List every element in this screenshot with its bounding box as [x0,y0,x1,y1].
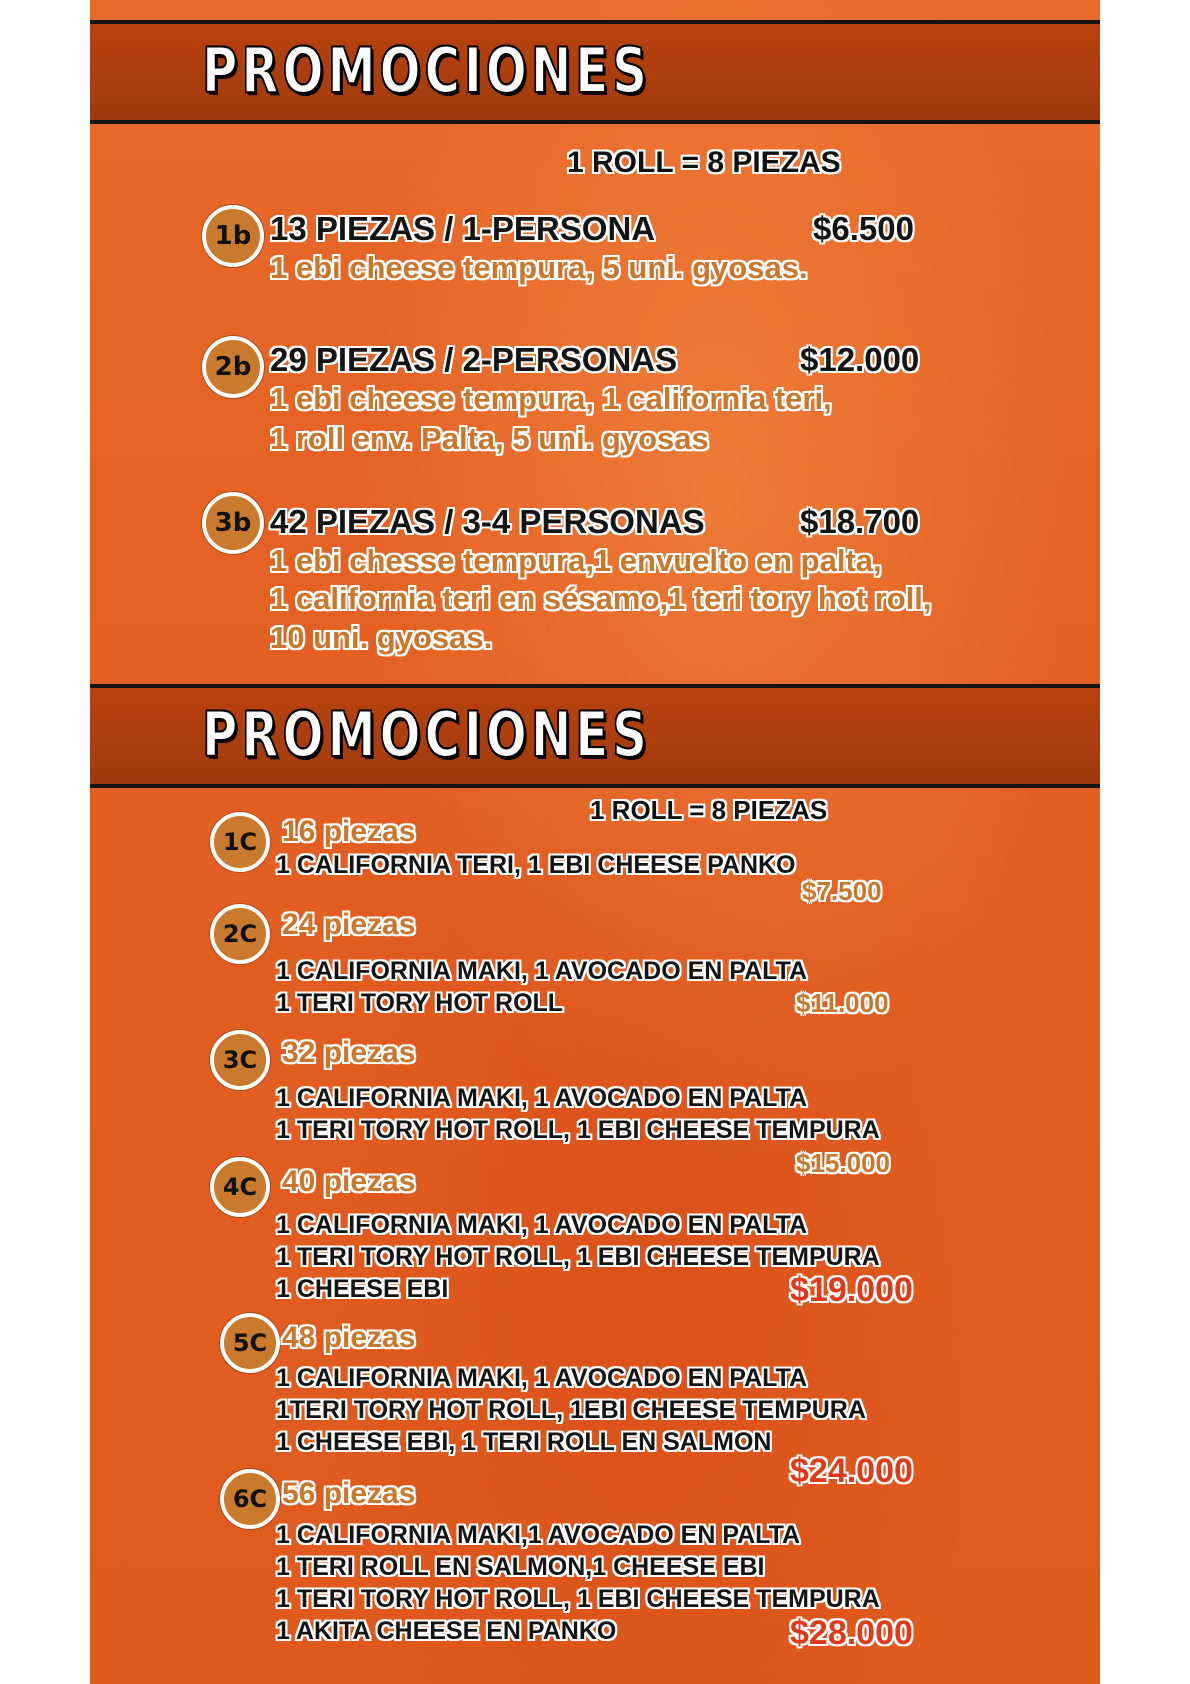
promo-description-line: 1 CALIFORNIA MAKI, 1 AVOCADO EN PALTA [276,1084,808,1112]
promo-title: 29 PIEZAS / 2-PERSONAS [270,341,678,378]
promo-price: $19.000 [790,1271,913,1309]
promo-title: 48 piezas [282,1321,416,1354]
promo-description-line: 1 TERI TORY HOT ROLL, 1 EBI CHEESE TEMPURA [276,1585,880,1613]
promo-description-line: 1 ebi cheese tempura, 1 california teri, [270,381,832,416]
section-title: PROMOCIONES [202,34,651,107]
promo-description-line: 1 TERI TORY HOT ROLL, 1 EBI CHEESE TEMPURA [276,1116,880,1144]
promo-description-line: 1 CHEESE EBI, 1 TERI ROLL EN SALMON [276,1428,772,1456]
promo-description-line: 1 ebi chesse tempura,1 envuelto en palta, [270,543,882,578]
promo-code-badge: 3b [202,492,264,554]
promo-code-badge: 2b [202,336,264,398]
promo-price: $18.700 [800,503,920,540]
promo-title: 24 piezas [282,908,416,941]
promo-code-badge: 1b [202,205,264,267]
promo-code-badge: 5C [220,1313,280,1373]
promo-description-line: 1 ebi cheese tempura, 5 uni. gyosas. [270,250,808,285]
promo-title: 42 PIEZAS / 3-4 PERSONAS [270,503,705,540]
promo-description-line: 1 CALIFORNIA MAKI, 1 AVOCADO EN PALTA [276,1364,808,1392]
promo-code-badge: 1C [210,812,270,872]
promo-description-line: 1 TERI ROLL EN SALMON,1 CHEESE EBI [276,1553,765,1581]
promo-code-badge: 4C [210,1157,270,1217]
promo-description-line: 1 CALIFORNIA TERI, 1 EBI CHEESE PANKO [276,851,796,879]
promo-description-line: 1 california teri en sésamo,1 teri tory hot roll, [270,581,932,616]
promo-description-line: 1 TERI TORY HOT ROLL [276,989,564,1017]
promo-price: $11.000 [796,988,889,1018]
promo-price: $15.000 [796,1148,890,1178]
promo-title: 56 piezas [282,1477,416,1510]
section-banner [90,684,1100,788]
section-title: PROMOCIONES [202,698,651,771]
menu-panel [90,0,1100,1684]
promo-price: $6.500 [813,210,914,247]
promo-code-badge: 3C [210,1030,270,1090]
promo-price: $28.000 [790,1614,913,1652]
promo-code-badge: 6C [220,1469,280,1529]
promo-title: 16 piezas [282,815,416,848]
section-banner [90,20,1100,124]
promo-description-line: 1 roll env. Palta, 5 uni. gyosas [270,421,709,456]
promo-price: $24.000 [790,1452,913,1490]
promo-price: $7.500 [802,876,882,906]
roll-note: 1 ROLL = 8 PIEZAS [590,795,828,825]
promo-code-badge: 2C [210,904,270,964]
roll-note: 1 ROLL = 8 PIEZAS [567,146,841,179]
promo-description-line: 1 AKITA CHEESE EN PANKO [276,1617,617,1645]
promo-price: $12.000 [800,341,920,378]
promo-description-line: 1 CALIFORNIA MAKI, 1 AVOCADO EN PALTA [276,1211,808,1239]
promo-description-line: 1 TERI TORY HOT ROLL, 1 EBI CHEESE TEMPURA [276,1243,880,1271]
promo-title: 40 piezas [282,1165,416,1198]
promo-description-line: 1 CALIFORNIA MAKI,1 AVOCADO EN PALTA [276,1521,801,1549]
promo-title: 13 PIEZAS / 1-PERSONA [270,210,656,247]
promo-description-line: 10 uni. gyosas. [270,620,493,655]
promo-title: 32 piezas [282,1036,416,1069]
promo-description-line: 1 CALIFORNIA MAKI, 1 AVOCADO EN PALTA [276,957,808,985]
promo-description-line: 1TERI TORY HOT ROLL, 1EBI CHEESE TEMPURA [276,1396,866,1424]
promo-description-line: 1 CHEESE EBI [276,1275,449,1303]
